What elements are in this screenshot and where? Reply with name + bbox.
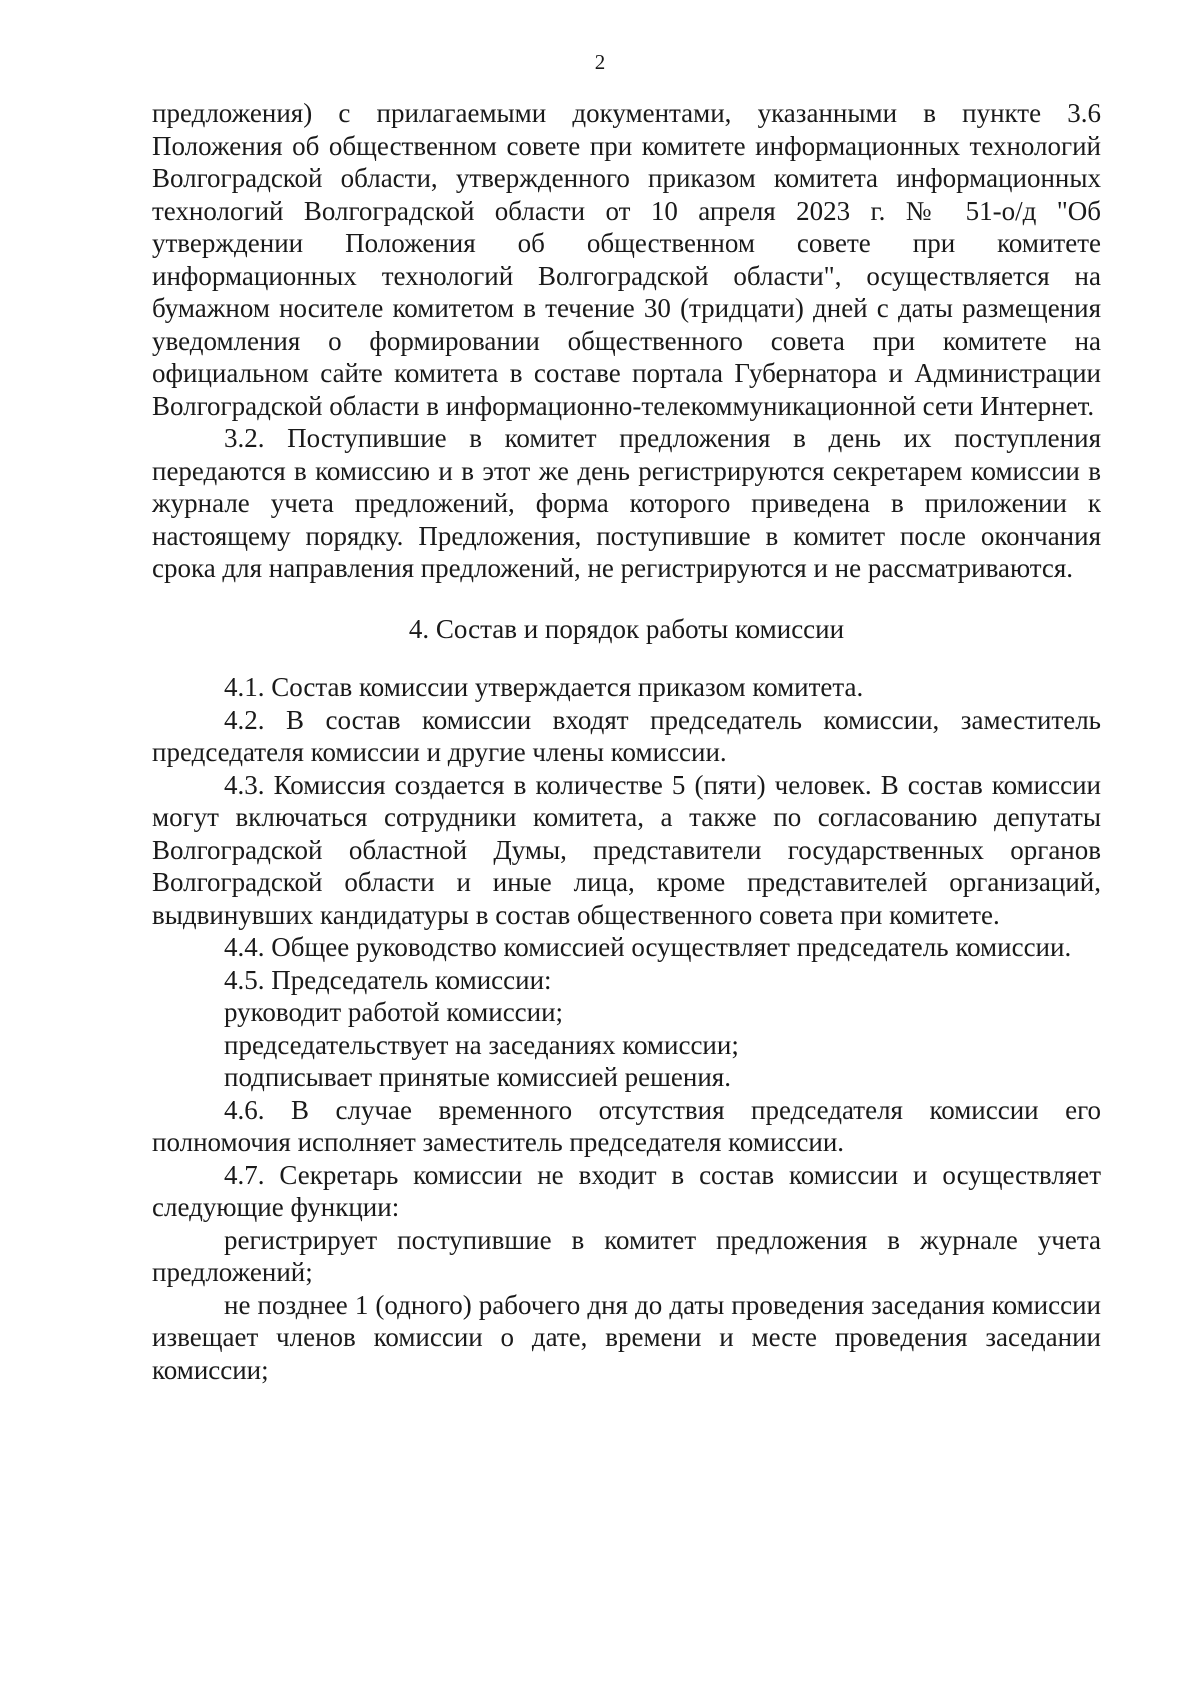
page-number: 2 (594, 50, 606, 74)
paragraph-4-2: 4.2. В состав комиссии входят председатель комиссии, заместитель председателя комиссии и другие члены комиссии. (152, 704, 1101, 767)
list-item-secretary-duty: не позднее 1 (одного) рабочего дня до даты проведения заседания комиссии извещает членов комиссии о дате, времени и месте проведения заседании комиссии; (152, 1289, 1101, 1385)
list-item-chairman-duty: председательствует на заседаниях комиссии; (224, 1029, 739, 1060)
paragraph-continuation: предложения) с прилагаемыми документами, указанными в пункте 3.6 Положения об общественном совете при комитете информационных технологий Волгоградской области, утвержденного приказом комитета информационных технологий Волгоградской области от 10 апреля 2023 г. № 51-о/д "Об утверждении Положения об общественном совете при комитете информационных технологий Волгоградской области", осуществляется на бумажном носителе комитетом в течение 30 (тридцати) дней с даты размещения уведомления о формировании общественного совета при комитете на официальном сайте комитета в составе портала Губернатора и Администрации Волгоградской области в информационно-телекоммуникационной сети Интернет. (152, 98, 1101, 421)
paragraph-4-7: 4.7. Секретарь комиссии не входит в состав комиссии и осуществляет следующие функции: (152, 1159, 1101, 1222)
list-item-secretary-duty: регистрирует поступившие в комитет предложения в журнале учета предложений; (152, 1224, 1101, 1287)
list-item-chairman-duty: руководит работой комиссии; (224, 997, 564, 1027)
paragraph-4-3: 4.3. Комиссия создается в количестве 5 (пяти) человек. В состав комиссии могут включаться сотрудники комитета, а также по согласованию депутаты Волгоградской областной Думы, представители государственных органов Волгоградской области и иные лица, кроме представителей организаций, выдвинувших кандидатуры в состав общественного совета при комитете. (152, 769, 1101, 930)
paragraph-4-4: 4.4. Общее руководство комиссией осуществляет председатель комиссии. (224, 932, 1072, 962)
paragraph-4-6: 4.6. В случае временного отсутствия председателя комиссии его полномочия исполняет заместитель председателя комиссии. (152, 1094, 1101, 1157)
section-heading: 4. Состав и порядок работы комиссии (408, 613, 845, 644)
document-body (152, 97, 1101, 1386)
paragraph-4-5: 4.5. Председатель комиссии: (224, 964, 552, 995)
paragraph-4-1: 4.1. Состав комиссии утверждается приказом комитета. (224, 672, 864, 702)
list-item-chairman-duty: подписывает принятые комиссией решения. (224, 1062, 731, 1092)
paragraph-3-2: 3.2. Поступившие в комитет предложения в день их поступления передаются в комиссию и в этот же день регистрируются секретарем комиссии в журнале учета предложений, форма которого приведена в приложении к настоящему порядку. Предложения, поступившие в комитет после окончания срока для направления предложений, не регистрируются и не рассматриваются. (152, 423, 1101, 583)
